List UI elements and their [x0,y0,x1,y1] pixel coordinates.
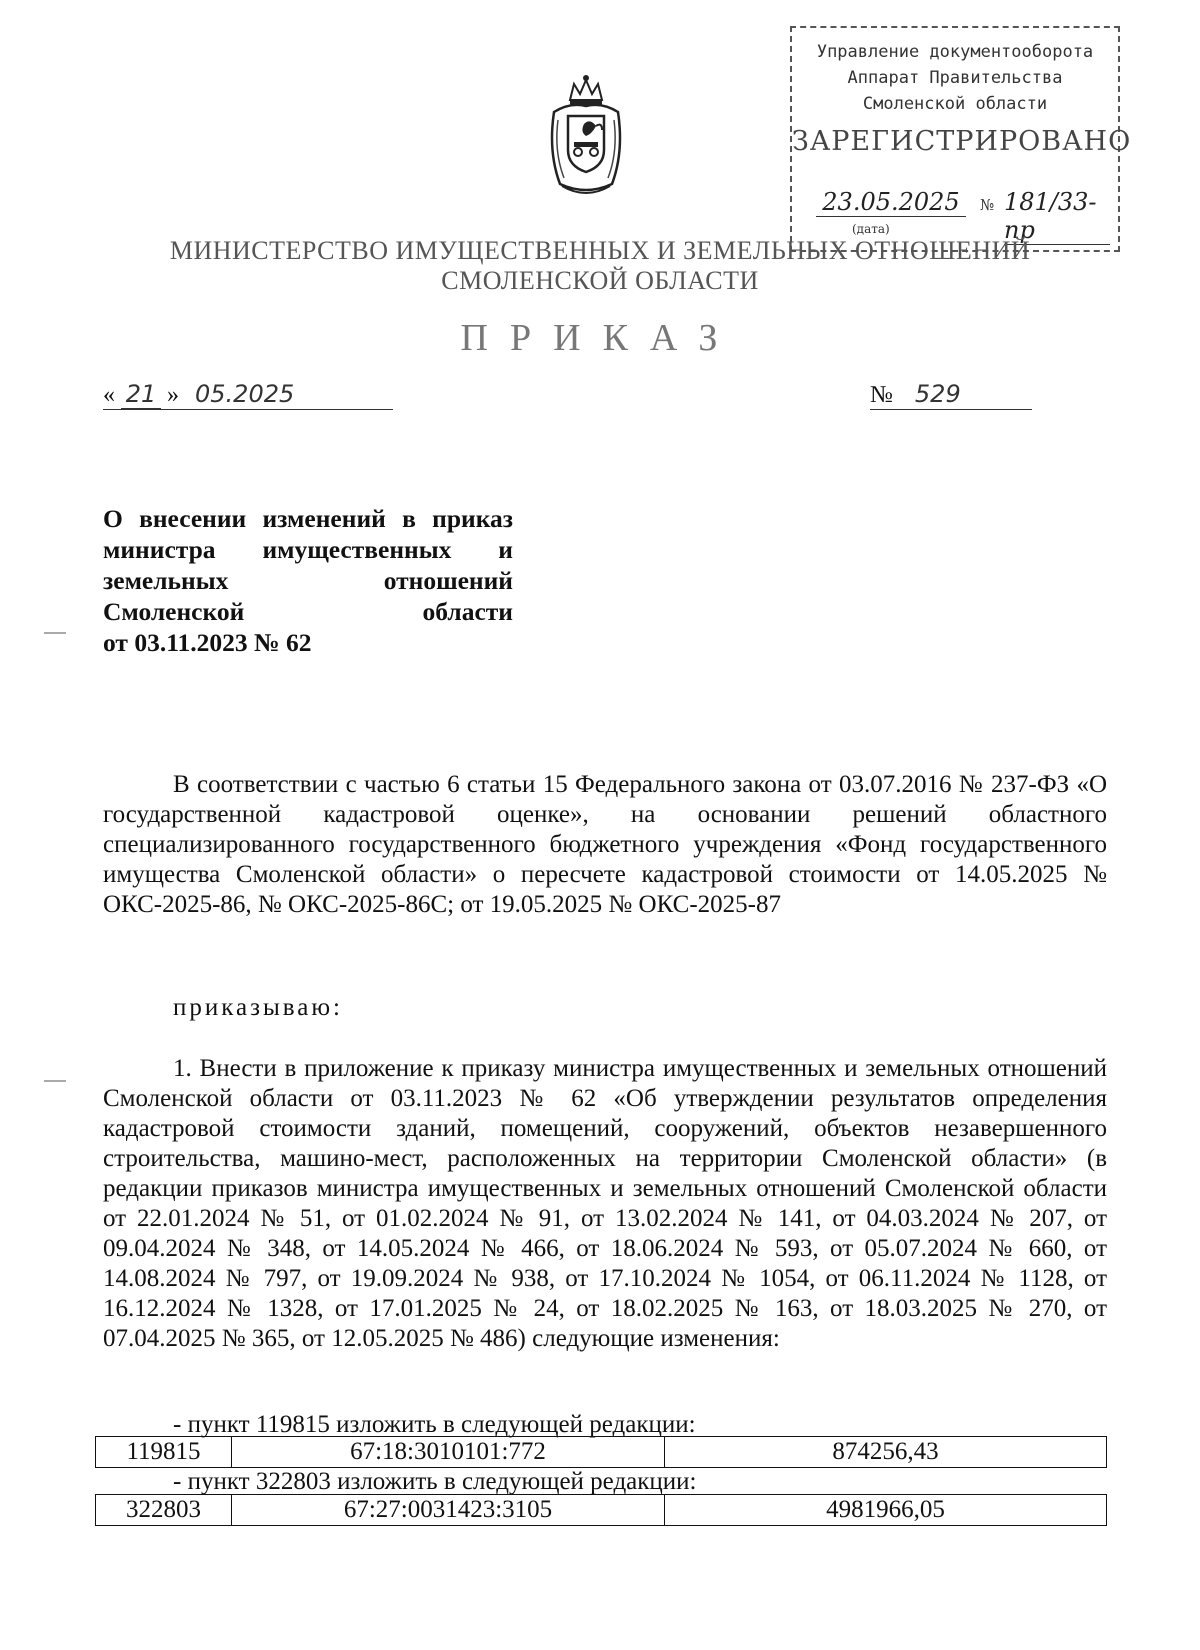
order-number [870,380,1032,410]
ministry-name-line-1: МИНИСТЕРСТВО ИМУЩЕСТВЕННЫХ И ЗЕМЕЛЬНЫХ ОТНОШЕНИЙ [169,236,1031,265]
table-row [96,1495,1107,1526]
stamp-line-3: Смоленской области [862,94,1048,114]
order-word: приказываю: [173,994,343,1021]
scan-mark [44,632,66,634]
item-1-paragraph: 1. Внести в приложение к приказу министра имущественных и земельных отношений Смоленской области от 03.11.2023 № 62 «Об утверждении результатов определения кадастровой стоимости зданий, помещений, сооружений, объектов незавершенного строительства, машино-мест, расположенных на территории Смоленской области» (в редакции приказов министра имущественных и земельных отношений Смоленской области от 22.01.2024 № 51, от 01.02.2024 № 91, от 13.02.2024 № 141, от 04.03.2024 № 207, от 09.04.2024 № 348, от 14.05.2024 № 466, от 18.06.2024 № 593, от 05.07.2024 № 660, от 14.08.2024 № 797, от 19.09.2024 № 938, от 17.10.2024 № 1054, от 06.11.2024 № 1128, от 16.12.2024 № 1328, от 17.01.2025 № 24, от 18.02.2025 № 163, от 18.03.2025 № 270, от 07.04.2025 № 365, от 12.05.2025 № 486) следующие изменения: [103,1055,1107,1352]
stamp-registration-date: 23.05.2025 [816,188,966,217]
date-open-quote: « [103,382,115,408]
stamp-number-sign: № [980,196,995,214]
stamp-date-caption: (дата) [852,222,890,236]
table-cell-item-number: 322803 [96,1495,232,1526]
order-subject [103,503,513,658]
subject-line: от 03.11.2023 № 62 [103,628,312,657]
item-2-intro: - пункт 322803 изложить в следующей редакции: [173,1468,697,1495]
document-type-title: ПРИКАЗ [460,317,740,359]
subject-line: министра имущественных и [103,535,513,564]
table-cell-item-number: 119815 [96,1437,232,1468]
stamp-line-1: Управление документооборота [816,42,1094,62]
item-1-table [95,1436,1107,1468]
registration-stamp [790,26,1132,252]
item-2-table [95,1494,1107,1526]
order-date [103,380,393,410]
table-cell-cadastral-value: 874256,43 [665,1437,1107,1468]
order-number-label: № [870,382,893,408]
subject-line: земельных отношений [103,566,513,595]
table-cell-cadastral-number: 67:18:3010101:772 [232,1437,665,1468]
table-row [96,1437,1107,1468]
subject-line: Смоленской области [103,597,513,626]
item-1-intro: - пункт 119815 изложить в следующей редакции: [173,1411,696,1438]
order-number-value: 529 [914,380,961,408]
stamp-line-2: Аппарат Правительства [847,68,1063,88]
preamble-paragraph: В соответствии с частью 6 статьи 15 Федерального закона от 03.07.2016 № 237-ФЗ «О государственной кадастровой оценке», на основании решений областного специализированного государственного бюджетного учреждения «Фонд государственного имущества Смоленской области» о пересчете кадастровой стоимости от 14.05.2025 № ОКС-2025-86, № ОКС-2025-86С; от 19.05.2025 № ОКС-2025-87 [103,771,1107,918]
date-close-quote: » [167,382,179,408]
table-cell-cadastral-value: 4981966,05 [665,1495,1107,1526]
scan-mark [44,1080,66,1082]
ministry-name-line-2: СМОЛЕНСКОЙ ОБЛАСТИ [441,266,759,295]
table-cell-cadastral-number: 67:27:0031423:3105 [232,1495,665,1526]
date-month-year: 05.2025 [195,380,295,408]
stamp-status: ЗАРЕГИСТРИРОВАНО [792,126,1132,157]
stamp-registration-number: 181/33-пр [1004,188,1110,245]
subject-line: О внесении изменений в приказ [103,504,513,533]
date-day: 21 [121,380,161,409]
coat-of-arms-icon [540,72,632,200]
